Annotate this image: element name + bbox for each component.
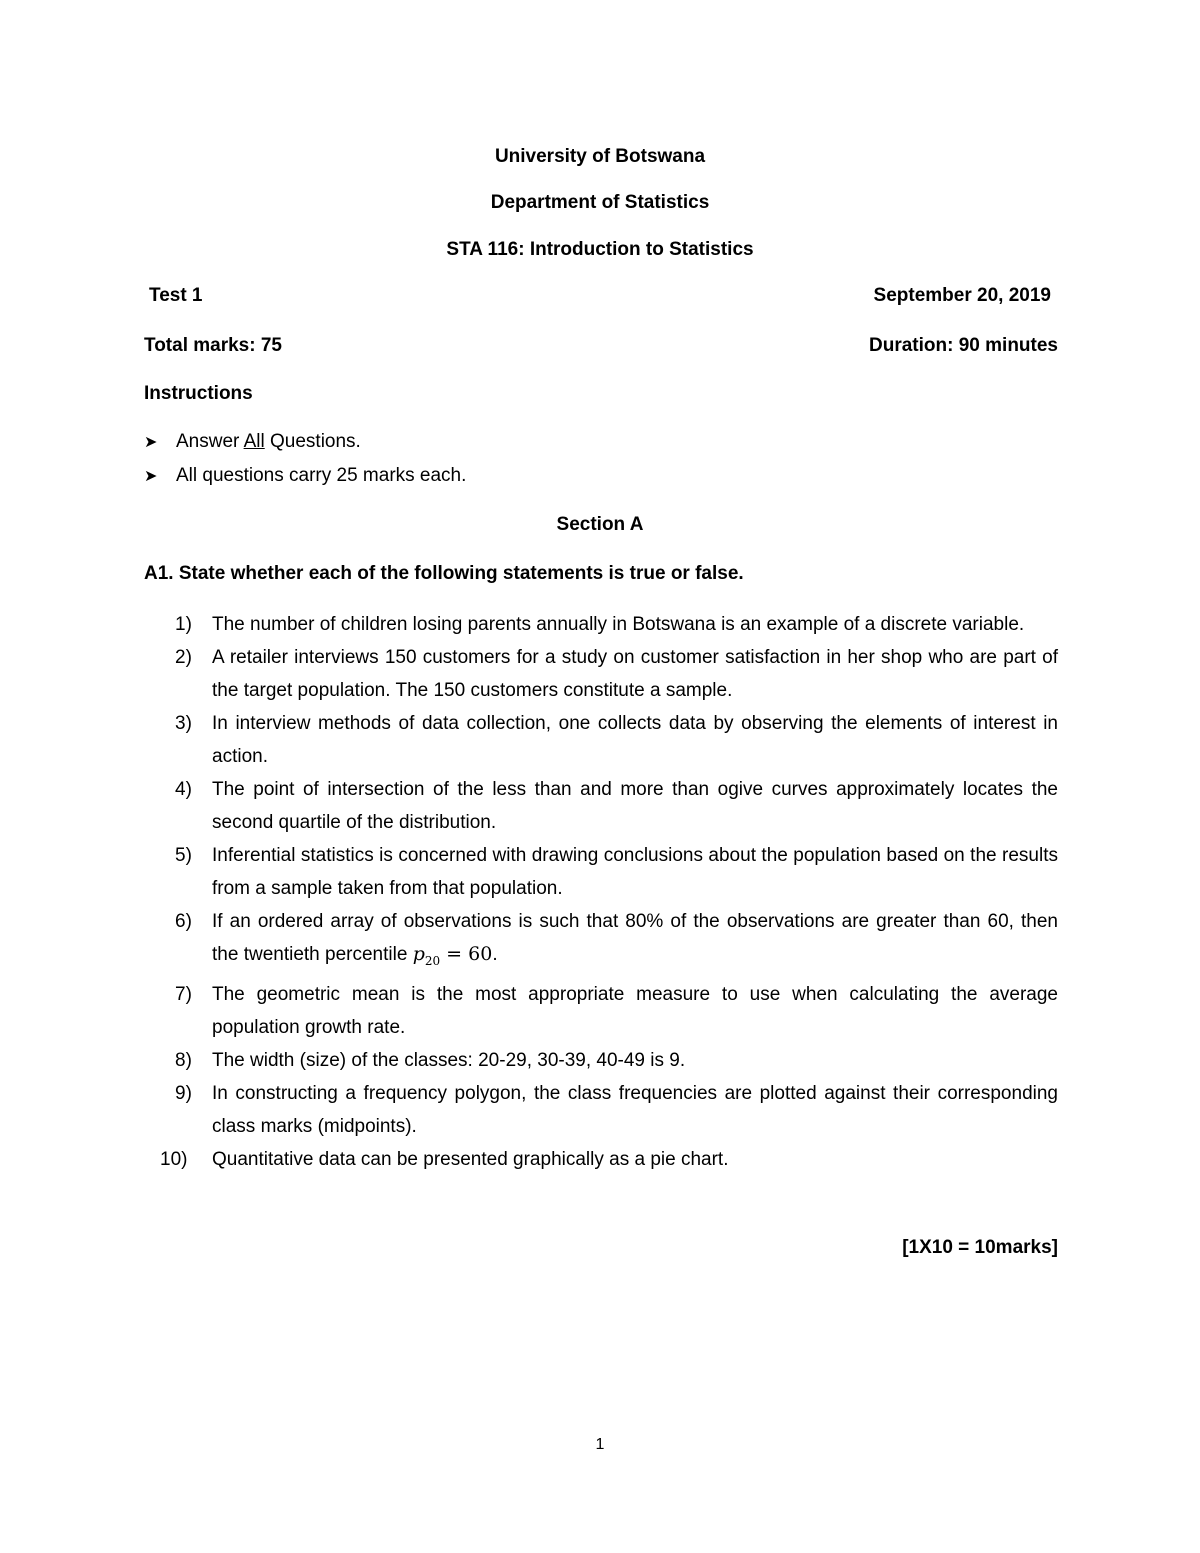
item-text: Quantitative data can be presented graphically as a pie chart.: [212, 1148, 729, 1170]
university-name: University of Botswana: [494, 146, 706, 167]
list-item: [144, 773, 1058, 839]
list-item: [144, 905, 1058, 978]
item-number: 1): [175, 614, 192, 635]
item-number: 5): [175, 845, 192, 866]
test-date: September 20, 2019: [873, 285, 1051, 306]
course-title: STA 116: Introduction to Statistics: [446, 239, 754, 260]
item-number: 4): [175, 779, 192, 800]
list-item: [144, 978, 1058, 1044]
bullet-1-underlined: All: [243, 431, 265, 452]
department-name: Department of Statistics: [490, 192, 710, 213]
list-item: [144, 1077, 1058, 1143]
question-title: A1. State whether each of the following statements is true or false.: [144, 563, 744, 584]
bullet-1-text-pre: Answer: [176, 431, 244, 452]
list-item: [144, 608, 1058, 641]
item-text: In constructing a frequency polygon, the class frequencies are plotted against their corresponding class marks (midpoints).: [212, 1082, 1058, 1137]
math-equals: = 60: [440, 943, 493, 965]
total-marks: Total marks: 75: [144, 335, 282, 356]
arrow-bullet-icon: ➤: [144, 468, 158, 485]
section-title: Section A: [556, 514, 644, 535]
duration: Duration: 90 minutes: [869, 335, 1058, 356]
test-label: Test 1: [149, 285, 203, 306]
item-text: The geometric mean is the most appropriate measure to use when calculating the average population growth rate.: [212, 983, 1058, 1038]
item-text-end: .: [492, 944, 498, 965]
instruction-bullet-2: [144, 464, 466, 489]
list-item: [144, 707, 1058, 773]
item-text: The point of intersection of the less than and more than ogive curves approximately locates the second quartile of the distribution.: [212, 779, 1058, 833]
item-number: 10): [160, 1148, 188, 1170]
list-item: [144, 641, 1058, 707]
item-text: A retailer interviews 150 customers for a study on customer satisfaction in her shop who are part of the target population. The 150 customers constitute a sample.: [212, 647, 1058, 701]
math-variable: p: [412, 943, 425, 965]
item-number: 3): [175, 713, 192, 734]
item-number: 7): [175, 983, 192, 1005]
percentile-formula: [412, 943, 493, 968]
instructions-heading: Instructions: [144, 383, 253, 404]
item-number: 6): [175, 911, 192, 932]
item-number: 8): [175, 1049, 192, 1071]
bullet-1-text-post: Questions.: [264, 431, 361, 452]
instruction-bullet-1: [144, 430, 361, 455]
item-text: Inferential statistics is concerned with drawing conclusions about the population based on the results from a sample taken from that population.: [212, 845, 1058, 899]
page-number: 1: [595, 1436, 605, 1453]
list-item: [144, 839, 1058, 905]
item-number: 2): [175, 647, 192, 668]
list-item: [144, 1143, 1058, 1176]
item-text: If an ordered array of observations is such that 80% of the observations are greater than 60, then the twentieth percentile: [212, 911, 1058, 965]
list-item: [144, 1044, 1058, 1077]
bullet-2-text: All questions carry 25 marks each.: [176, 465, 467, 486]
item-text: The number of children losing parents annually in Botswana is an example of a discrete variable.: [212, 614, 1025, 635]
item-text: In interview methods of data collection, one collects data by observing the elements of interest in action.: [212, 713, 1058, 767]
arrow-bullet-icon: ➤: [144, 434, 158, 451]
statement-list: [144, 608, 1058, 1176]
section-marks: [1X10 = 10marks]: [902, 1237, 1058, 1258]
math-subscript: 20: [424, 953, 441, 968]
item-number: 9): [175, 1082, 192, 1104]
item-text: The width (size) of the classes: 20-29, 30-39, 40-49 is 9.: [212, 1049, 686, 1071]
